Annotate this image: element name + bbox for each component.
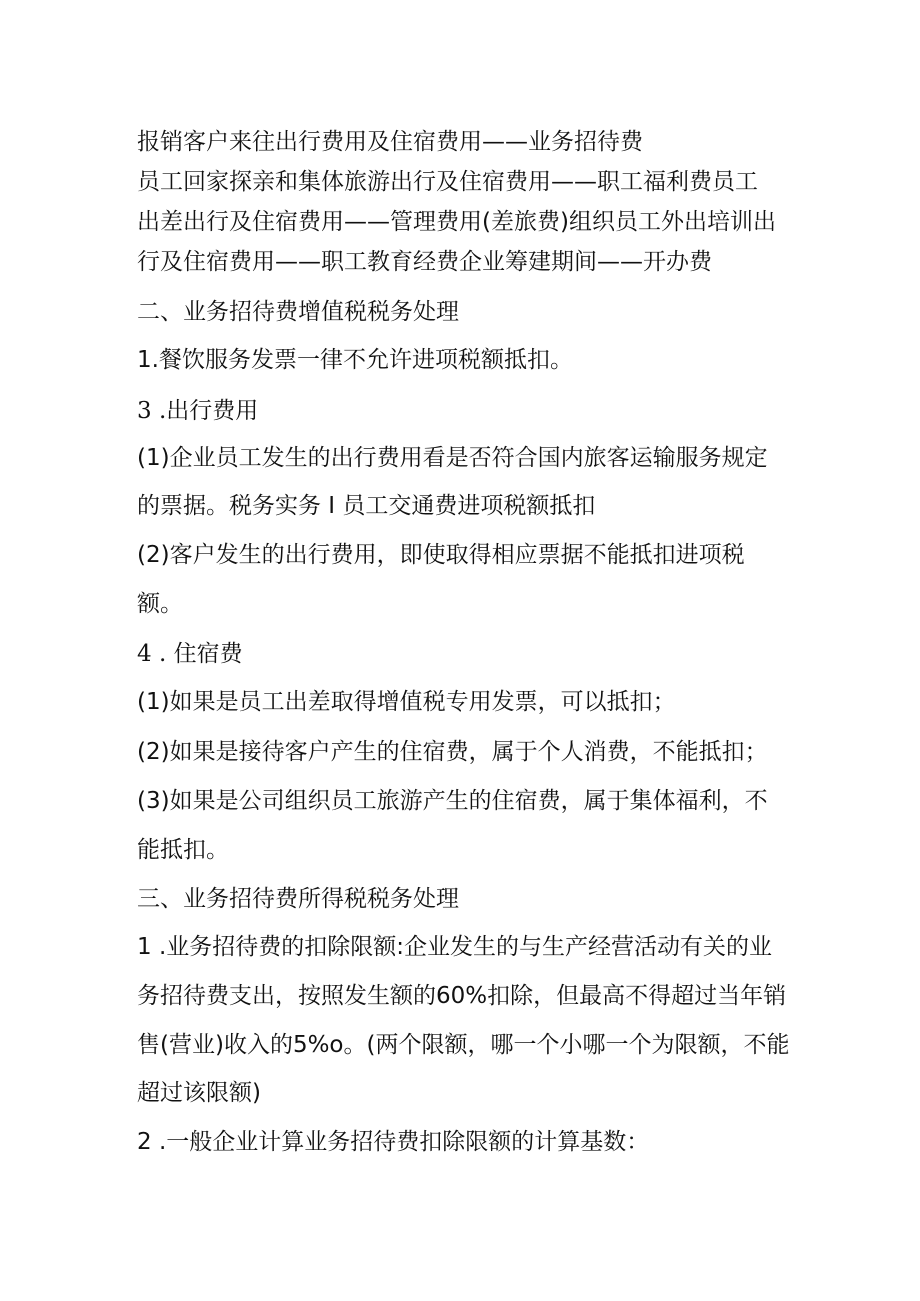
text-line: 能抵扣。 — [137, 837, 229, 863]
text-line: (1)企业员工发生的出行费用看是否符合国内旅客运输服务规定 — [137, 445, 768, 471]
text-line: 额。 — [137, 591, 183, 617]
text-line: 务招待费支出，按照发生额的60%扣除，但最高不得超过当年销 — [137, 983, 787, 1009]
text-line: (3)如果是公司组织员工旅游产生的住宿费，属于集体福利，不 — [137, 788, 768, 814]
subsection-heading: 4 . 住宿费 — [137, 641, 243, 667]
text-line: 售(营业)收入的5%o。(两个限额，哪一个小哪一个为限额，不能 — [137, 1032, 790, 1058]
text-line: (2)客户发生的出行费用，即使取得相应票据不能抵扣进项税 — [137, 542, 745, 568]
section-heading: 三、业务招待费所得税税务处理 — [137, 886, 459, 912]
text-line: 出差出行及住宿费用——管理费用(差旅费)组织员工外出培训出 — [137, 209, 776, 235]
text-line: 行及住宿费用——职工教育经费企业筹建期间——开办费 — [137, 249, 712, 275]
text-line: 1.餐饮服务发票一律不允许进项税额抵扣。 — [137, 347, 573, 373]
text-line: 2 .一般企业计算业务招待费扣除限额的计算基数： — [137, 1129, 650, 1155]
text-line: (1)如果是员工出差取得增值税专用发票，可以抵扣； — [137, 689, 676, 715]
text-line: 1 .业务招待费的扣除限额:企业发生的与生产经营活动有关的业 — [137, 934, 773, 960]
subsection-heading: 3 .出行费用 — [137, 398, 259, 424]
section-heading: 二、业务招待费增值税税务处理 — [137, 299, 459, 325]
text-line: 的票据。税务实务 I 员工交通费进项税额抵扣 — [137, 493, 596, 519]
text-line: 员工回家探亲和集体旅游出行及住宿费用——职工福利费员工 — [137, 169, 758, 195]
text-line: 报销客户来往出行费用及住宿费用——业务招待费 — [137, 129, 643, 155]
text-line: 超过该限额) — [137, 1080, 261, 1106]
text-line: (2)如果是接待客户产生的住宿费，属于个人消费，不能抵扣； — [137, 739, 768, 765]
